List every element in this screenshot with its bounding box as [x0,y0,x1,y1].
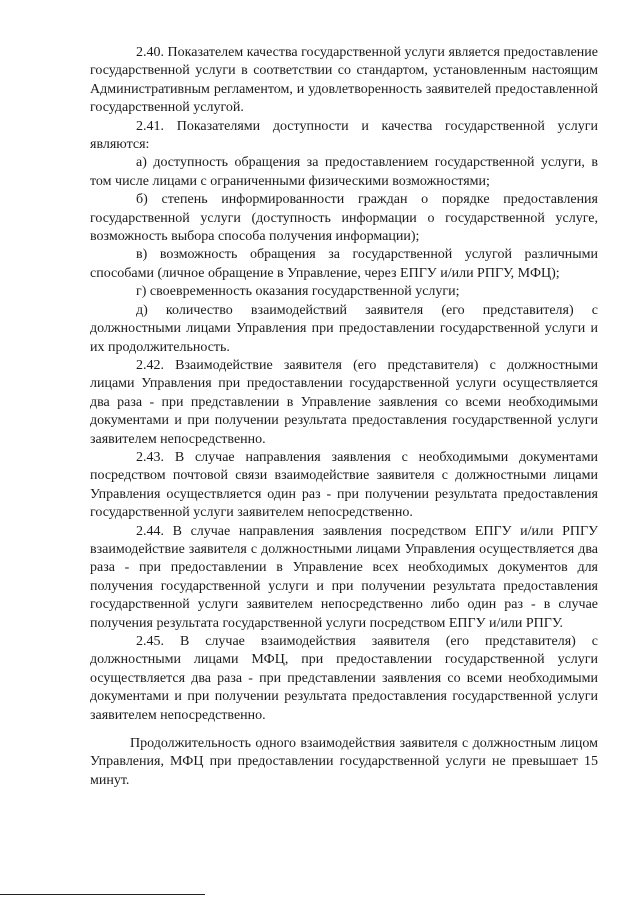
paragraph-2-42: 2.42. Взаимодействие заявителя (его представителя) с должностными лицами Управления при предоставлении государственной услуги осуществляется два раза - при представлении в Управление заявления со всеми необходимыми документами и при получении результата предоставления государственной услуги заявителем непосредственно. [90,357,598,447]
list-item-a: а) доступность обращения за предоставлением государственной услуги, в том числе лицами с ограниченными физическими возможностями; [90,155,598,189]
document-page [90,44,598,790]
footnote-divider [0,894,205,895]
list-item-v: в) возможность обращения за государственной услугой различными способами (личное обращение в Управление, через ЕПГУ и/или РПГУ, МФЦ); [90,247,598,281]
list-item-b: б) степень информированности граждан о порядке предоставления государственной услуги (доступность информации о государственной услуге, возможность выбора способа получения информации); [90,192,598,245]
paragraph-2-43: 2.43. В случае направления заявления с необходимыми документами посредством почтовой связи взаимодействие заявителя с должностными лицами Управления осуществляется один раз - при получении результата предоставления государственной услуги заявителем непосредственно. [90,449,598,521]
list-item-d: д) количество взаимодействий заявителя (его представителя) с должностными лицами Управления при предоставлении государственной услуги и их продолжительность. [90,302,598,355]
paragraph-2-40: 2.40. Показателем качества государственной услуги является предоставление государственной услуги в соответствии со стандартом, установленным настоящим Административным регламентом, и удовлетворенность заявителей предоставленной государственной услугой. [90,45,598,116]
list-item-g: г) своевременность оказания государственной услуги; [136,284,460,300]
paragraph-2-44: 2.44. В случае направления заявления посредством ЕПГУ и/или РПГУ взаимодействие заявителя с должностными лицами Управления осуществляется два раза - при предоставлении в Управление всех необходимых документов для получения государственной услуги и при получении результата предоставления государственной услуги заявителем непосредственно либо один раз - в случае получения результата государственной услуги посредством ЕПГУ и/или РПГУ. [90,523,598,631]
paragraph-2-45: 2.45. В случае взаимодействия заявителя (его представителя) с должностными лицами МФЦ, при предоставлении государственной услуги осуществляется два раза - при представлении заявления со всеми необходимыми документами и при получении результата предоставления государственной услуги заявителем непосредственно. [90,634,598,723]
paragraph-2-41: 2.41. Показателями доступности и качества государственной услуги являются: [90,118,598,153]
paragraph-closing: Продолжительность одного взаимодействия заявителя с должностным лицом Управления, МФЦ при предоставлении государственной услуги не превышает 15 минут. [90,736,598,788]
